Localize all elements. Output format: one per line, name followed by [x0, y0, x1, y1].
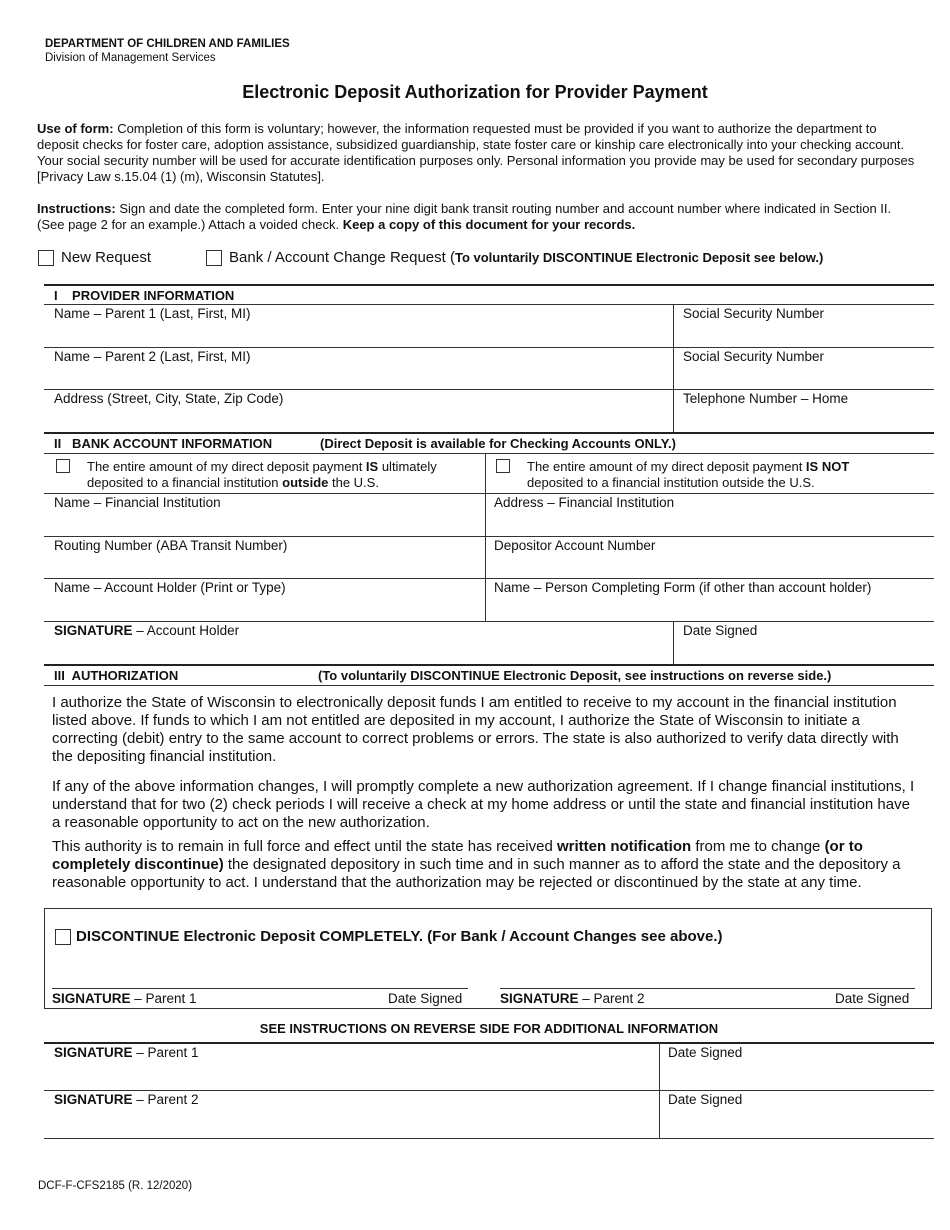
home-phone-field[interactable]: Telephone Number – Home: [683, 391, 849, 406]
name-parent1-field[interactable]: Name – Parent 1 (Last, First, MI): [54, 306, 251, 321]
section2-heading: II BANK ACCOUNT INFORMATION: [54, 436, 273, 451]
routing-number-field[interactable]: Routing Number (ABA Transit Number): [54, 538, 288, 553]
section2-top-rule: [44, 432, 934, 434]
form-id: DCF-F-CFS2185 (R. 12/2020): [38, 1180, 193, 1192]
discontinue-checkbox[interactable]: [55, 929, 71, 945]
new-request-checkbox[interactable]: [38, 250, 54, 266]
ssn-parent1-field[interactable]: Social Security Number: [683, 306, 825, 321]
authorization-paragraph-1: I authorize the State of Wisconsin to electronically deposit funds I am entitled to receive to my account in the financial institution listed above. If funds to which I am not entitled are deposited in my account, I authorize the State of Wisconsin to initiate a correcting (debit) entry to the same account to correct problems or errors. The state is also authorized to verify data directly with the depositing financial institution.: [52, 694, 899, 765]
instructions-text: Instructions: Sign and date the completed form. Enter your nine digit bank transit routing number and account number where indicated in Section II. (See page 2 for an example.) Attach a voided check. Keep a copy of this document for your records.: [37, 201, 892, 232]
address-field[interactable]: Address (Street, City, State, Zip Code): [54, 391, 284, 406]
parent1-signature-field[interactable]: SIGNATURE – Parent 1: [54, 1045, 199, 1060]
account-number-field[interactable]: Depositor Account Number: [494, 538, 656, 553]
bank-change-checkbox[interactable]: [206, 250, 222, 266]
authorization-paragraph-3: This authority is to remain in full force and effect until the state has received written notification from me to change (or to completely discontinue) the designated depository in such time and in such manner as to afford the state and the depository a reasonable opportunity to act. I understand that the authorization may be rejected or discontinued by the state at any time.: [52, 838, 901, 891]
not-outside-us-checkbox[interactable]: [496, 459, 510, 473]
outside-us-label: The entire amount of my direct deposit payment IS ultimately deposited to a financial institution outside the U.S.: [87, 459, 437, 490]
parent2-signature-field[interactable]: SIGNATURE – Parent 2: [54, 1092, 199, 1107]
discontinue-parent1-signature-line[interactable]: [52, 988, 468, 989]
discontinue-parent1-date-label: Date Signed: [388, 991, 463, 1006]
authorization-paragraph-2: If any of the above information changes, I will promptly complete a new authorization agreement. If I change financial institutions, I understand that for two (2) check periods I will receive a check at my home address or until the state and financial institution have a reasonable opportunity to act on the new authorization.: [52, 778, 915, 831]
discontinue-parent2-signature-label: SIGNATURE – Parent 2: [500, 991, 645, 1006]
discontinue-label: DISCONTINUE Electronic Deposit COMPLETELY. (For Bank / Account Changes see above.): [76, 928, 723, 945]
financial-institution-name-field[interactable]: Name – Financial Institution: [54, 495, 221, 510]
parent1-date-field[interactable]: Date Signed: [668, 1045, 743, 1060]
person-completing-field[interactable]: Name – Person Completing Form (if other than account holder): [494, 580, 872, 595]
section1-heading: I PROVIDER INFORMATION: [54, 288, 235, 303]
division-name: Division of Management Services: [45, 52, 216, 64]
instructions-label: Instructions:: [37, 201, 116, 216]
parent2-date-field[interactable]: Date Signed: [668, 1092, 743, 1107]
use-of-form-label: Use of form:: [37, 121, 114, 136]
account-holder-date-field[interactable]: Date Signed: [683, 623, 758, 638]
form-title: Electronic Deposit Authorization for Provider Payment: [242, 82, 708, 102]
outside-us-checkbox[interactable]: [56, 459, 70, 473]
section3-top-rule: [44, 664, 934, 666]
section3-heading-note: (To voluntarily DISCONTINUE Electronic Deposit, see instructions on reverse side.): [318, 668, 832, 683]
discontinue-parent2-signature-line[interactable]: [500, 988, 915, 989]
account-holder-name-field[interactable]: Name – Account Holder (Print or Type): [54, 580, 286, 595]
financial-institution-address-field[interactable]: Address – Financial Institution: [494, 495, 675, 510]
not-outside-us-label: The entire amount of my direct deposit payment IS NOT deposited to a financial institution outside the U.S.: [527, 459, 850, 490]
section3-heading: III AUTHORIZATION: [54, 668, 179, 683]
section2-heading-note: (Direct Deposit is available for Checking Accounts ONLY.): [320, 436, 676, 451]
discontinue-parent1-signature-label: SIGNATURE – Parent 1: [52, 991, 197, 1006]
account-holder-signature-field[interactable]: SIGNATURE – Account Holder: [54, 623, 240, 638]
use-of-form-text: Use of form: Completion of this form is voluntary; however, the information requested must be provided if you want to authorize the department to deposit checks for foster care, adoption assistance, subsidized guardianship, state foster care or kinship care electronically into your checking account. Your social security number will be used for accurate identification purposes only. Personal information you provide may be used for secondary purposes [Privacy Law s.15.04 (1) (m), Wisconsin Statutes].: [37, 121, 915, 184]
discontinue-parent2-date-label: Date Signed: [835, 991, 910, 1006]
ssn-parent2-field[interactable]: Social Security Number: [683, 349, 825, 364]
name-parent2-field[interactable]: Name – Parent 2 (Last, First, MI): [54, 349, 251, 364]
department-name: DEPARTMENT OF CHILDREN AND FAMILIES: [45, 38, 290, 50]
new-request-label: New Request: [61, 249, 152, 266]
bank-change-label: Bank / Account Change Request (To voluntarily DISCONTINUE Electronic Deposit see below.): [229, 249, 824, 266]
section1-top-rule: [44, 284, 934, 286]
see-instructions-note: SEE INSTRUCTIONS ON REVERSE SIDE FOR ADDITIONAL INFORMATION: [259, 1021, 719, 1036]
